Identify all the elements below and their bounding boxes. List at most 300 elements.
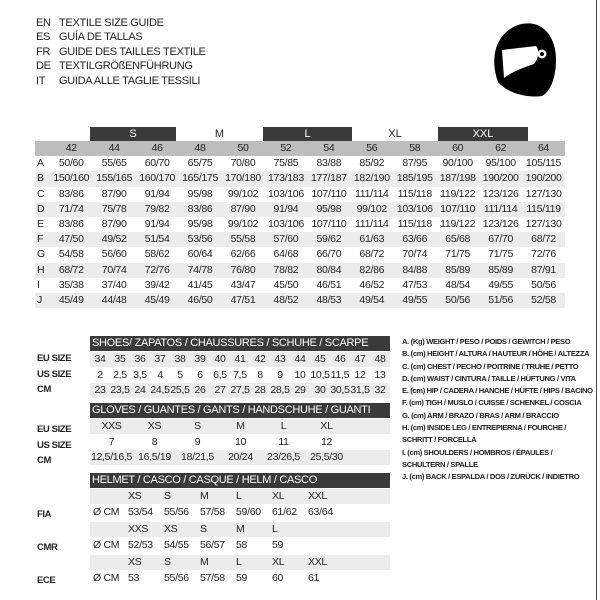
table-cell: 71/74 [58,202,84,215]
table-cell: 107/110 [440,202,476,215]
table-cell: 84/88 [402,263,428,276]
legend-line: G. (cm) ARM / BRAZO / BRAS / ARM / BRACCIO [402,410,559,420]
table-cell: 103/106 [268,187,304,200]
language-code: IT [36,74,46,87]
table-cell: 39/42 [144,278,170,291]
table-cell: 12,5/16,5 [90,451,133,463]
size-cell: S [164,556,171,568]
table-row [90,435,390,450]
size-cell: L [236,490,242,502]
size-cell: XS [164,523,178,535]
table-cell: 107/110 [311,217,347,230]
table-cell: 71/75 [488,248,514,261]
table-cell: 87/90 [230,202,256,215]
table-cell: 24,5 [150,384,170,396]
title-text: GUIDE DES TAILLES TEXTILE [59,45,206,58]
size-band-m: M [214,128,225,140]
table-cell: 44/48 [101,293,127,306]
legend-line: D. (cm) WAIST / CINTURA / TAILLE / HÜFTUNG / VITA [402,373,576,383]
size-cell: XL [272,490,285,502]
unit-cell: Ø CM [93,572,120,584]
table-cell: 31,5 [350,384,370,396]
value-cell: 53 [128,572,140,584]
table-row [35,293,565,308]
table-cell: 47/53 [402,278,428,291]
helmet-value-row [90,538,390,553]
legend-line: C. (cm) CHEST / PECHO / POITRINE / TRUHE / PETTO [402,361,579,371]
row-label: I [37,278,40,291]
size-cell: XS [128,556,142,568]
size-band-s: S [90,127,176,141]
table-cell: 54/58 [58,248,84,261]
table-cell: 170/180 [225,172,261,185]
size-band-xxl: XXL [438,127,528,141]
table-cell: 10 [294,368,306,381]
table-cell: 58/62 [144,248,170,261]
size-header: 54 [323,142,335,154]
table-cell: 103/106 [268,217,304,230]
table-cell: 82/86 [359,263,385,276]
table-cell: 62/66 [230,248,256,261]
table-cell: 23 [94,384,106,396]
table-cell: 24 [134,384,146,396]
table-cell: 165/175 [182,172,218,185]
legend-line: F. (cm) TIGH / MUSLO / CUISSE / SCHENKEL / COSCIA [402,398,582,408]
value-cell: 55/56 [164,506,189,518]
value-cell: 60 [272,572,284,584]
table-cell: 95/98 [187,217,213,230]
table-cell: 127/130 [525,187,562,200]
table-cell: 6,5 [213,368,227,381]
size-cell: S [200,523,207,535]
title-text: TEXTILE SIZE GUIDE [59,17,164,29]
table-cell: M [236,420,245,432]
table-cell: 30 [314,384,326,396]
table-cell: 119/122 [440,217,476,230]
row-label: G [37,248,45,261]
shoes-header: SHOES/ ZAPATOS / CHAUSSURES / SCHUHE / SCARPE [90,336,390,351]
table-cell: 28,5 [270,384,290,396]
table-cell: 83/86 [187,202,213,215]
table-cell: 2,5 [113,368,127,381]
helmet-standard-label: FIA [37,509,52,520]
size-cell: XXL [308,556,327,568]
value-cell: 53/54 [128,506,153,518]
size-header: 56 [366,142,378,154]
table-cell: 32 [374,384,386,396]
value-cell: 61/62 [272,506,297,518]
table-cell: 9 [277,368,283,381]
table-row [90,352,390,367]
table-cell: 68/72 [359,248,385,261]
helmet-size-row [90,555,390,570]
table-cell: 55/65 [101,157,127,170]
table-cell: 76/80 [230,263,256,276]
table-row [35,263,565,278]
value-cell: 61 [308,572,320,584]
value-cell: 56/57 [200,539,225,551]
legend-line: SCHRITT / FORCELLA [402,435,477,445]
table-cell: 91/94 [144,217,170,230]
legend-line: H. (cm) INSIDE LEG / ENTREPIERNA / FOURCHE / [402,423,567,433]
table-cell: 48 [374,353,386,365]
language-code: EN [36,17,51,29]
table-cell: 8 [151,435,158,448]
legend-line: E. (cm) HIP / CADERA / HANCHE / HÜFTE / HIPS / BACINO [402,386,593,396]
table-cell: 8 [257,368,263,381]
table-cell: 6 [197,368,203,381]
value-cell: 63/64 [308,506,333,518]
table-cell: 182/190 [353,172,390,185]
table-cell: 85/89 [488,263,514,276]
table-cell: 85/89 [445,263,471,276]
value-cell: 57/58 [200,572,225,584]
table-cell: 87/90 [101,187,127,200]
row-label: CM [37,384,51,395]
table-cell: 12 [320,435,333,448]
table-cell: 43 [274,353,286,365]
table-cell: 99/102 [227,217,259,230]
title-text: GUIDA ALLE TAGLIE TESSILI [59,74,201,87]
value-cell: 57/58 [200,506,225,518]
table-row [90,450,390,465]
table-cell: 26 [194,384,206,396]
table-cell: 65/68 [445,233,471,246]
helmet-header: HELMET / CASCO / CASQUE / HELM / CASCO [90,473,390,488]
table-cell: 70/74 [101,263,127,276]
table-cell: 43/47 [230,278,256,291]
table-cell: 45/49 [58,293,84,306]
table-row [35,187,565,202]
table-cell: 90/100 [442,157,473,170]
table-cell: 48/52 [273,293,299,306]
table-cell: 87/95 [402,157,428,170]
table-cell: 51/54 [144,233,170,246]
table-cell: 160/170 [139,172,176,185]
value-cell: 58 [236,539,248,551]
table-cell: 83/86 [58,217,84,230]
table-cell: 48/53 [316,293,342,306]
table-cell: 61/63 [359,233,385,246]
table-cell: 53/56 [187,233,213,246]
table-cell: 13 [374,368,386,381]
table-cell: 35 [114,353,126,365]
table-cell: 18/21,5 [181,451,214,463]
table-row [35,202,565,217]
row-label: H [37,263,45,276]
size-band-l: L [263,127,352,141]
table-cell: 2 [97,368,103,381]
legend-line: SCHULTERN / SPALLE [402,459,478,469]
table-cell: 95/100 [485,157,516,170]
table-cell: 107/110 [311,187,347,200]
table-cell: 23/26,5 [267,451,300,463]
row-label: US SIZE [37,368,72,380]
size-cell: XL [272,556,285,568]
table-cell: 115/119 [526,202,561,215]
size-header: 46 [151,142,163,154]
size-cell: M [236,523,245,535]
size-cell: L [272,523,278,535]
table-cell: 91/94 [144,187,170,200]
helmet-value-row [90,571,390,586]
table-cell: 3,5 [133,368,147,381]
row-label: J [37,293,42,306]
table-cell: 35/38 [58,278,84,291]
table-cell: 11 [278,435,289,448]
helmet-icon [488,20,560,98]
table-cell: 74/78 [187,263,213,276]
table-row [35,171,565,186]
size-header-row [35,141,565,156]
language-code: ES [36,31,51,44]
table-cell: 49/54 [359,293,385,306]
table-cell: 99/102 [356,202,387,215]
table-cell: 91/94 [273,202,299,215]
table-cell: 47/50 [58,233,84,246]
table-cell: 52/58 [531,293,556,306]
title-line [36,16,206,30]
table-cell: 42 [254,353,266,365]
table-cell: 48/54 [445,278,471,291]
table-cell: 68/72 [531,233,556,246]
table-cell: 27,5 [230,384,250,396]
helmet-value-row [90,505,390,520]
table-row [35,217,565,232]
legend-line: I. (cm) SHOULDERS / HOMBROS / ÉPAULES / [402,447,553,457]
legend-line: A. (Kg) WEIGHT / PESO / POIDS / GEWITCH / PESO [402,337,571,346]
size-cell: XXS [128,523,149,535]
value-cell: 54/55 [164,539,189,551]
table-cell: 44 [294,353,306,365]
table-cell: 10,5 [310,368,330,381]
table-cell: 68/72 [58,263,84,276]
table-cell: 46/50 [187,293,213,306]
table-cell: 123/126 [482,217,519,230]
size-header: 48 [194,142,206,154]
table-cell: XL [320,420,333,432]
table-cell: 173/183 [268,172,304,185]
table-cell: 7,5 [233,368,247,381]
row-label: US SIZE [37,439,72,451]
size-header: 62 [495,142,507,154]
table-cell: 65/75 [187,157,213,170]
table-cell: 20/24 [228,451,253,463]
table-cell: 59/62 [316,233,342,246]
table-cell: 50/56 [531,278,556,291]
table-cell: 25,5 [170,384,190,396]
table-cell: 40 [214,353,226,365]
table-cell: 99/102 [227,187,259,200]
row-label-spacer [35,141,50,156]
table-cell: 28 [254,384,266,396]
table-cell: 11,5 [330,368,350,381]
size-cell: M [200,490,209,502]
size-header: 42 [65,142,77,154]
table-cell: 72/76 [531,248,556,261]
value-cell: 59 [236,572,248,584]
table-cell: 10 [234,435,247,448]
table-cell: 41/45 [187,278,213,291]
table-row [90,419,390,434]
table-cell: 12 [354,368,366,381]
row-label: B [37,172,44,185]
table-cell: 47 [354,353,366,365]
row-label: E [37,217,44,230]
table-cell: 127/130 [525,217,562,230]
value-cell: 59/60 [236,506,261,518]
table-cell: L [280,420,287,432]
size-cell: XXL [308,490,327,502]
table-cell: 49/55 [488,278,514,291]
size-header: 50 [237,142,249,154]
value-cell: 55/56 [164,572,189,584]
table-cell: 49/52 [101,233,127,246]
size-cell: M [200,556,209,568]
table-cell: S [194,420,201,432]
title-line [36,45,206,59]
title-list [36,16,206,88]
table-row [90,383,390,398]
unit-cell: Ø CM [93,539,120,551]
legend-line: B. (cm) HEIGHT / ALTURA / HAUTEUR / HÖHE / ALTEZZA [402,349,590,359]
table-cell: 29 [294,384,306,396]
table-row [90,368,390,383]
table-cell: 95/98 [187,187,213,200]
helmet-size-row [90,489,390,504]
value-cell: 59 [272,539,284,551]
table-cell: 41 [234,353,246,365]
size-cell: L [236,556,242,568]
table-cell: 46/52 [359,278,385,291]
table-cell: XXS [101,420,122,432]
value-cell: 52/53 [128,539,153,551]
table-cell: 45/49 [144,293,170,306]
row-label: A [37,157,44,170]
table-cell: 51/56 [488,293,514,306]
table-cell: 177/187 [310,172,347,185]
helmet-standard-label: CMR [37,542,58,553]
table-cell: 85/92 [359,157,385,170]
table-cell: 46/51 [316,278,342,291]
table-cell: 9 [194,435,201,448]
table-cell: 47/51 [230,293,256,306]
table-cell: 25,5/30 [310,451,343,463]
title-line [36,30,206,44]
table-cell: 70/74 [402,248,428,261]
table-cell: 87/90 [101,217,127,230]
size-cell: S [164,490,171,502]
row-label: CM [37,455,51,466]
helmet-size-row [90,522,390,537]
table-cell: 38 [174,353,186,365]
table-cell: 39 [194,353,206,365]
size-header: 44 [108,142,120,154]
table-cell: 190/200 [482,172,519,185]
title-line [36,59,206,73]
table-cell: 23,5 [110,384,130,396]
row-label: EU SIZE [37,353,72,364]
table-cell: 111/114 [483,202,518,215]
table-row [35,278,565,293]
table-cell: 50/56 [445,293,471,306]
measurement-legend [402,336,594,484]
table-cell: 187/198 [439,172,476,185]
table-cell: 75/85 [273,157,299,170]
row-label: EU SIZE [37,424,72,435]
table-cell: 46 [334,353,346,365]
table-cell: 56/60 [101,248,127,261]
row-label: D [37,202,45,215]
row-label: C [37,187,45,200]
table-row [35,232,565,247]
table-cell: 155/165 [96,172,133,185]
size-cell: XS [128,490,142,502]
table-cell: 16,5/19 [138,451,171,463]
unit-cell: Ø CM [93,506,120,518]
table-cell: 75/78 [101,202,127,215]
page-border [596,0,597,600]
table-cell: 60/70 [144,157,170,170]
spacer [90,489,128,504]
table-cell: 63/66 [402,233,428,246]
table-cell: 5 [177,368,183,381]
table-cell: 70/80 [230,157,256,170]
spacer [90,555,128,570]
table-cell: 60/64 [187,248,213,261]
table-cell: 45 [314,353,326,365]
table-cell: 95/98 [316,202,342,215]
size-band-xl: XL [388,128,402,140]
table-cell: XS [147,420,162,432]
table-cell: 37 [154,353,166,365]
table-cell: 111/114 [355,187,389,200]
table-row [35,247,565,262]
size-header: 64 [538,142,550,154]
table-cell: 103/106 [396,202,433,215]
table-cell: 57/60 [273,233,299,246]
table-cell: 83/88 [316,157,342,170]
table-cell: 30,5 [330,384,350,396]
table-cell: 7 [108,435,115,448]
table-cell: 49/55 [402,293,428,306]
table-cell: 64/68 [273,248,299,261]
table-cell: 27 [214,384,226,396]
table-cell: 78/82 [273,263,299,276]
table-cell: 185/195 [396,172,433,185]
table-cell: 45/50 [273,278,299,291]
size-header: 60 [452,142,464,154]
legend-line: J. (cm) BACK / ESPALDA / DOS / ZURÜCK / INDIETRO [402,472,580,482]
table-cell: 105/115 [526,157,562,170]
language-code: FR [36,45,51,58]
table-cell: 72/76 [144,263,170,276]
title-text: GUÍA DE TALLAS [59,31,143,44]
table-cell: 79/82 [144,202,170,215]
table-cell: 83/86 [58,187,84,200]
spacer [90,522,128,537]
table-cell: 66/70 [316,248,342,261]
table-cell: 67/70 [488,233,514,246]
table-cell: 4 [157,368,163,381]
table-cell: 111/114 [355,217,389,230]
table-cell: 87/91 [531,263,556,276]
table-row [35,156,565,171]
table-cell: 50/60 [58,157,84,170]
table-cell: 36 [134,353,146,365]
helmet-standard-label: ECE [37,575,56,586]
size-header: 52 [280,142,292,154]
